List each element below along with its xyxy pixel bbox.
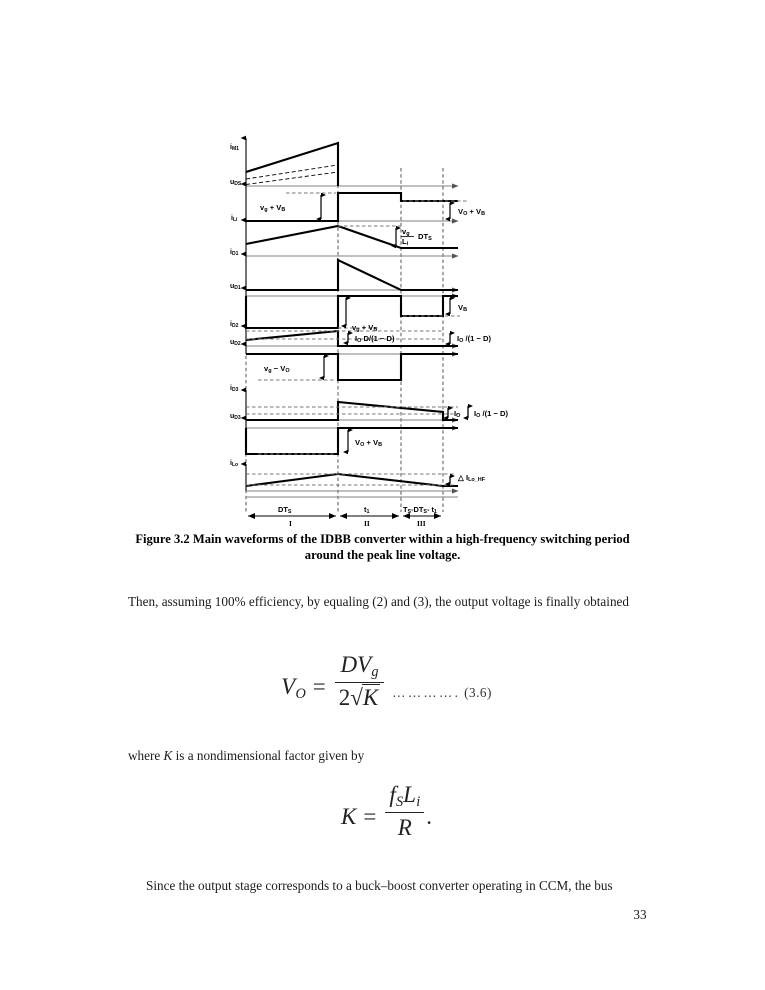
paragraph-where-var: K — [163, 748, 173, 764]
eq36-lhs-sub: O — [295, 685, 306, 702]
paragraph-where-pre: where — [128, 748, 164, 764]
eqk-denominator: R — [397, 814, 412, 840]
annotation-ud1-mid: vg + VB — [352, 323, 378, 334]
annotation-ud2-left: vg − VO — [264, 364, 290, 375]
eq36-radical-sign: √ — [350, 684, 363, 710]
eq36-radicand: K — [362, 684, 379, 710]
eqk-numerator — [385, 782, 424, 813]
eqk-num-a: f — [389, 782, 396, 807]
eq36-number-label: (3.6) — [464, 684, 492, 700]
eq36-leader-dots: …………. — [392, 684, 461, 700]
paragraph-where-post: is a nondimensional factor given by — [172, 748, 365, 764]
plot-uD2 — [246, 344, 458, 380]
eq36-num-b: V — [357, 652, 372, 677]
annotation-uds-left: vg + VB — [260, 203, 286, 214]
equation-k-expression — [341, 782, 432, 841]
eqk-num-b: L — [403, 782, 416, 807]
axis-label-iM1: iM1 — [230, 144, 239, 153]
axis-label-iLo: iLo — [230, 460, 239, 469]
interval-roman-3: III — [417, 519, 426, 528]
figure-waveforms — [228, 128, 528, 528]
eqk-num-b-sub: i — [416, 793, 421, 810]
annotation-id3-right: IO /(1 − D) — [474, 409, 509, 420]
paragraph-where — [128, 741, 645, 771]
axis-label-uDS: uDS — [230, 179, 242, 188]
eq36-denominator — [335, 683, 384, 711]
interval-label-3: TS-DTS- t1 — [403, 505, 437, 516]
plot-iD1 — [246, 254, 458, 290]
axis-label-uD1: uD1 — [230, 283, 241, 292]
annotation-id2-mid: IO D/(1 − D) — [355, 334, 395, 345]
figure-caption-line2: around the peak line voltage. — [304, 548, 461, 562]
interval-roman-2: II — [364, 519, 370, 528]
eqk-operator: = — [363, 803, 377, 829]
annotation-ud1-right: VB — [458, 303, 468, 314]
waveform-diagram — [228, 128, 528, 528]
svg-text:Li: Li — [402, 237, 409, 248]
equation-3-6 — [128, 652, 645, 711]
axis-label-uD3: uD3 — [230, 413, 241, 422]
axis-label-iD1: iD1 — [230, 249, 239, 258]
page-number: 33 — [633, 907, 647, 922]
plot-iD3 — [246, 390, 468, 420]
eqk-fraction — [385, 782, 424, 841]
figure-caption-line1: Figure 3.2 Main waveforms of the IDBB converter within a high-frequency switching period — [135, 532, 630, 546]
interval-label-2: t1 — [364, 505, 370, 516]
eq36-sqrt — [350, 685, 380, 711]
eq36-num-a: D — [340, 652, 358, 677]
paragraph-since: Since the output stage corresponds to a buck–boost converter operating in CCM, the bus — [146, 878, 613, 894]
paragraph-then: Then, assuming 100% efficiency, by equaling (2) and (3), the output voltage is finally obtained — [128, 594, 629, 610]
axis-label-uD2: uD2 — [230, 339, 241, 348]
interval-roman-1: I — [289, 519, 292, 528]
svg-text:DTS: DTS — [418, 232, 432, 243]
eq36-den-coef: 2 — [338, 684, 351, 710]
axis-label-iD2: iD2 — [230, 321, 239, 330]
plot-iLo — [246, 464, 458, 491]
svg-text:vg: vg — [402, 227, 410, 238]
annotation-id2-right: IO /(1 − D) — [457, 334, 492, 345]
equation-3-6-number — [392, 685, 492, 701]
plot-iM1 — [246, 138, 458, 186]
equation-k — [128, 782, 645, 841]
eq36-numerator — [335, 652, 384, 683]
plot-uD1 — [246, 288, 460, 328]
equation-3-6-expression — [281, 652, 386, 711]
interval-label-1: DTS — [278, 505, 292, 516]
eq36-operator: = — [312, 673, 326, 699]
eq36-fraction — [335, 652, 384, 711]
plot-uD3 — [246, 418, 458, 454]
annotation-id3-mid: IO — [454, 409, 461, 420]
annotation-ud3-mid: VO + VB — [355, 438, 383, 449]
annotation-uds-right: VO + VB — [458, 207, 486, 218]
annotation-ili-slope — [402, 227, 433, 247]
eqk-lhs: K — [341, 803, 357, 829]
figure-caption — [120, 531, 645, 563]
eq36-num-b-sub: g — [371, 663, 379, 680]
axis-label-iLi: iLi — [231, 215, 238, 224]
axis-label-iD3: iD3 — [230, 385, 239, 394]
eqk-period: . — [426, 803, 432, 829]
eq36-lhs: V — [281, 673, 296, 699]
eqk-num-a-sub: S — [396, 793, 404, 810]
annotation-ilo-right: △ ILo_HF — [458, 473, 486, 484]
